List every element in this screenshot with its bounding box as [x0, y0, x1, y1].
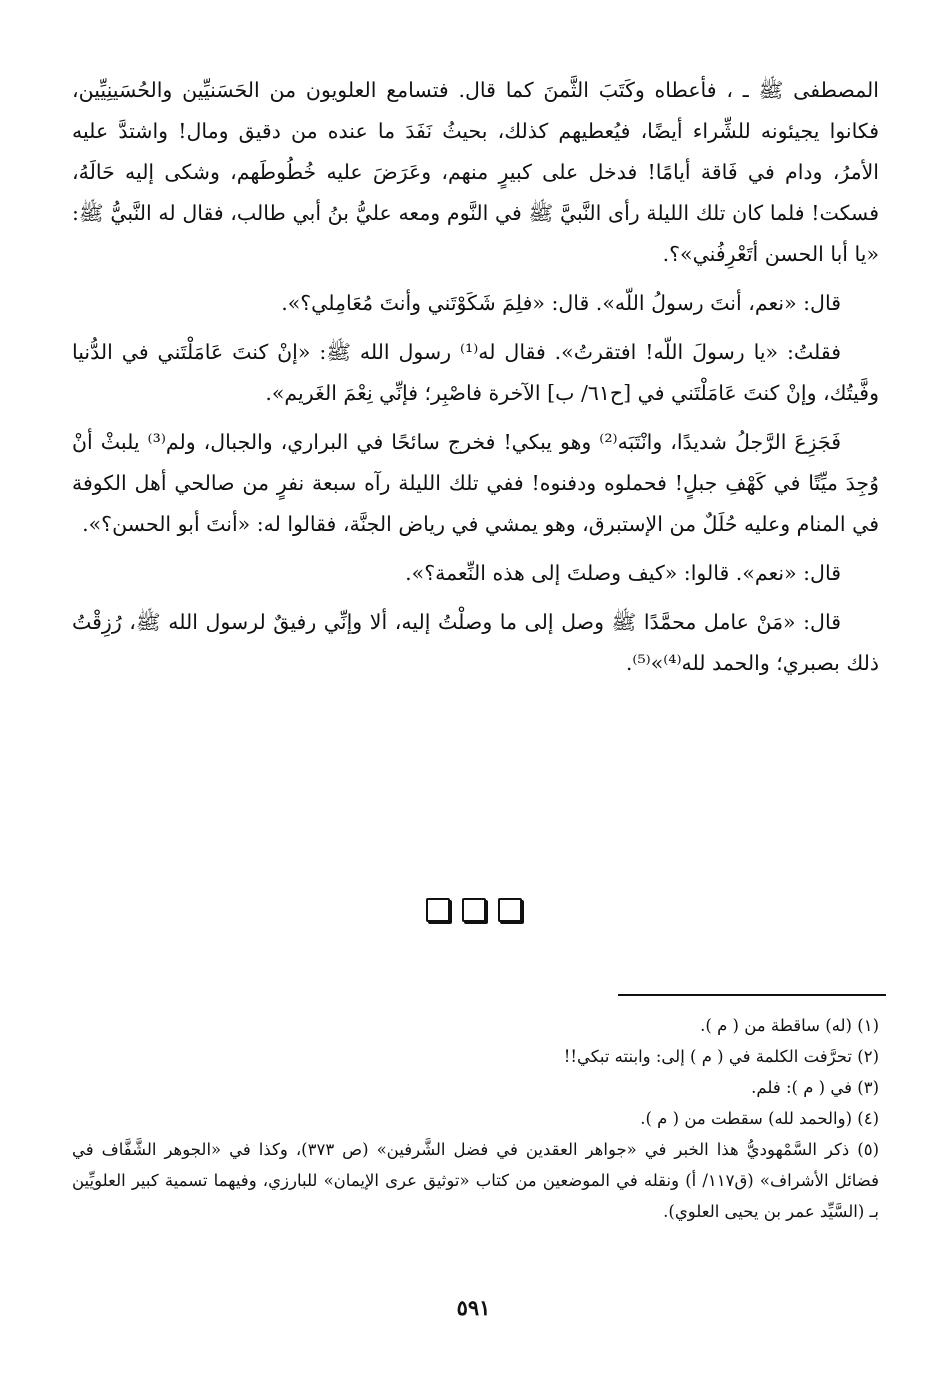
main-text: [72, 70, 879, 692]
footnote-divider: [618, 994, 886, 996]
footnote-1: (١) (له) ساقطة من ( م ).: [700, 1016, 879, 1035]
footnote-5: (٥) ذكر السَّمْهوديُّ هذا الخبر في «جواهر العقدين في فضل الشَّرفين» (ص ٣٧٣)، وكذا في «الجوهر الشَّفَّاف في فضائل الأشراف» (ق١١٧/ أ) ونقله في الموضعين من كتاب «توثيق عرى الإيمان» للبارزي، وفيهما تسمية كبير العلويِّين بـ (السَّيِّد عمر بن يحيى العلوي).: [72, 1140, 880, 1221]
paragraph-3: فقلتُ: «يا رسولَ اللّه! افتقرتُ». فقال له⁽¹⁾ رسول الله ﷺ: «إنْ كنتَ عَامَلْتَني في الدُّنيا وفَّيتُك، وإنْ كنتَ عَامَلْتَني في [ح٦١/ ب] الآخرة فاصْبِر؛ فإنِّي نِعْمَ الغَريم».: [72, 340, 879, 405]
footnote-4: (٤) (والحمد لله) سقطت من ( م ).: [640, 1109, 879, 1128]
footnote-2: (٢) تحرَّفت الكلمة في ( م ) إلى: وابنته تبكي!!: [563, 1047, 879, 1066]
section-separator-icon: [0, 898, 947, 922]
paragraph-2: قال: «نعم، أنتَ رسولُ اللّه». قال: «فلِمَ شَكَوْتَني وأنتَ مُعَامِلي؟».: [281, 291, 841, 315]
footnotes: [72, 1010, 879, 1227]
square-icon: [426, 898, 450, 922]
square-icon: [462, 898, 486, 922]
paragraph-4: فَجَزِعَ الرَّجلُ شديدًا، وانْتَبَه⁽²⁾ وهو يبكي! فخرج سائحًا في البراري، والجبال، ولم⁽³⁾ يلبثْ أنْ وُجِدَ ميِّتًا في كَهْفِ جبلٍ! فحملوه ودفنوه! ففي تلك الليلة رآه سبعة نفرٍ من صالحي أهل الكوفة في المنام وعليه حُلَلٌ من الإستبرق، وهو يمشي في رياض الجنَّة، فقالوا له: «أنتَ أبو الحسن؟».: [72, 430, 879, 536]
page-number: ٥٩١: [456, 1295, 491, 1320]
paragraph-6: قال: «مَنْ عامل محمَّدًا ﷺ وصل إلى ما وصلْتُ إليه، ألا وإنِّي رفيقٌ لرسول الله ﷺ، رُزِقْتُ ذلك بصبري؛ والحمد لله⁽⁴⁾»⁽⁵⁾.: [72, 610, 879, 675]
square-icon: [498, 898, 522, 922]
paragraph-5: قال: «نعم». قالوا: «كيف وصلتَ إلى هذه النِّعمة؟».: [405, 561, 841, 585]
paragraph-1: المصطفى ﷺ ـ ، فأعطاه وكَتَبَ الثَّمنَ كما قال. فتسامع العلويون من الحَسَنيِّين والحُسَينِيِّين، فكانوا يجيئونه للشِّراء أيضًا، فيُعطيهم كذلك، بحيثُ نَفَدَ ما عنده من دقيق ومال! واشتدَّ عليه الأمرُ، ودام في فَاقة أيامًا! فدخل على كبيرٍ منهم، وعَرَضَ عليه خُطُوطَهم، وشكى إليه حَالَهُ، فسكت! فلما كان تلك الليلة رأى النَّبيَّ ﷺ في النَّوم ومعه عليُّ بنُ أبي طالب، فقال له النَّبيُّ ﷺ: «يا أبا الحسن أتَعْرِفُني»؟.: [72, 78, 879, 266]
footnote-3: (٣) في ( م ): فلم.: [751, 1078, 879, 1097]
